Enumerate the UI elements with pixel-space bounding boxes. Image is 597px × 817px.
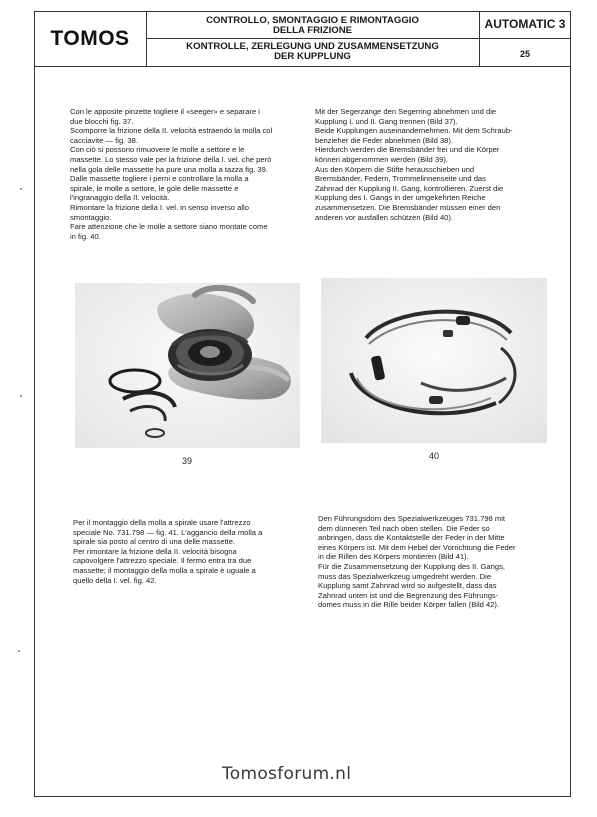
title-italian: [146, 16, 479, 36]
scan-speck: [20, 188, 22, 190]
text-line: anderen vor ausfallen schützen (Bild 40).: [315, 212, 454, 222]
section2-italian-text: [73, 518, 305, 585]
text-line: in fig. 40.: [70, 231, 101, 241]
text-line: Per rimontare la frizione della II. velocità bisogna: [73, 546, 237, 556]
section1-german-text: [315, 107, 547, 222]
text-line: Kupplung samt Zahnrad wird so aufgestellt, dass das: [318, 581, 497, 591]
text-line: muss das Spezialwerkzeug umgedreht werden. Die: [318, 571, 492, 581]
model-cell: [479, 11, 571, 66]
text-line: anbringen, dass die Kontaktstelle der Feder in der Mitte: [318, 533, 505, 543]
text-line: massette. Lo stesso vale per la frizione della I. vel. che però: [70, 154, 272, 164]
text-line: quello della I. vel. fig. 42.: [73, 575, 157, 585]
text-line: spirale sia posto al centro di una delle massette.: [73, 537, 236, 547]
title-german-line-2: DER KUPPLUNG: [274, 51, 351, 62]
text-line: Kupplung des I. Gangs in der umgekehrten Reiche: [315, 193, 486, 203]
figure-39-caption: 39: [181, 456, 192, 466]
text-line: zusammensetzen. Die Bremsbänder müssen einer den: [315, 202, 501, 212]
title-italian-line-1: CONTROLLO, SMONTAGGIO E RIMONTAGGIO: [206, 15, 419, 26]
text-line: Für die Zusammensetzung der Kupplung des II. Gangs,: [318, 561, 505, 571]
text-line: l'ingranaggio della II. velocità.: [70, 193, 170, 203]
text-line: spirale, le molle a settore, le gole delle massette e: [70, 183, 239, 193]
figure-40-caption: 40: [428, 451, 439, 461]
scan-speck: [20, 395, 22, 397]
text-line: Con le apposite pinzette togliere il «seeger» e separare i: [70, 107, 260, 116]
text-line: Den Führungsdorn des Spezialwerkzeuges 731.798 mit: [318, 514, 505, 523]
section2-german-text: [318, 514, 550, 610]
text-line: können abgenommen werden (Bild 39).: [315, 154, 448, 164]
text-line: Per il montaggio della molla a spirale usare l'attrezzo: [73, 518, 251, 527]
section1-italian-text: [70, 107, 303, 241]
title-german: [146, 42, 479, 62]
logo-cell: [34, 11, 147, 66]
text-line: dem dünneren Teil nach oben stellen. Die Feder so: [318, 523, 490, 533]
text-line: capovolgere l'attrezzo speciale. Il fermo entra tra due: [73, 556, 252, 566]
text-line: Bremsbänder, Federn, Trommelinnenseite und das: [315, 174, 486, 184]
scan-speck: [18, 650, 20, 652]
text-line: massette; il montaggio della molla a spirale è uguale a: [73, 565, 256, 575]
tomos-logo: TOMOS: [50, 26, 130, 50]
text-line: Dalle massette togliere i perni e controllare la molla a: [70, 174, 249, 184]
text-line: Fare attenzione che le molle a settore siano montate come: [70, 222, 268, 232]
title-german-line-1: KONTROLLE, ZERLEGUNG UND ZUSAMMENSETZUNG: [186, 41, 439, 52]
text-line: Zahnrad unten ist und die Begrenzung des Führungs-: [318, 590, 499, 600]
title-divider: [146, 38, 479, 39]
text-line: Con ciò si possono rimuovere le molle a settore e le: [70, 145, 245, 155]
model-divider: [479, 38, 571, 39]
text-line: Mit der Segerzange den Segerring abnehmen und die: [315, 107, 497, 116]
title-italian-line-2: DELLA FRIZIONE: [272, 25, 353, 36]
text-line: smontaggio.: [70, 212, 112, 222]
figure-39-photo: [75, 283, 300, 448]
page-number: 25: [519, 49, 530, 59]
text-line: Scomporre la frizione della II. velocità estraendo la molla col: [70, 126, 273, 136]
text-line: Hierdurch werden die Bremsbänder frei und die Körper: [315, 145, 500, 155]
text-line: nella gola delle massette ha pure una molla a tazza fig. 39.: [70, 164, 268, 174]
text-line: Aus den Körpern die Stifte herausschieben und: [315, 164, 475, 174]
watermark-text: Tomosforum.nl: [222, 764, 352, 784]
text-line: cacciavite — fig. 38.: [70, 135, 138, 145]
figure-40-photo: [321, 278, 547, 443]
text-line: speciale No. 731.798 — fig. 41. L'aggancio della molla a: [73, 527, 263, 537]
title-cell: [146, 11, 480, 66]
page-header: [34, 11, 571, 67]
text-line: eines Körpers ist. Mit dem Hebel der Vorrichtung die Feder: [318, 542, 516, 552]
text-line: Kupplung I. und II. Gang trennen (Bild 37).: [315, 116, 458, 126]
text-line: Rimontare la frizione della I. vel. in senso inverso allo: [70, 202, 249, 212]
model-name: AUTOMATIC 3: [484, 17, 566, 31]
text-line: due blocchi fig. 37.: [70, 116, 134, 126]
text-line: in die Rillen des Körpers montieren (Bild 41).: [318, 552, 469, 562]
text-line: benzieher die Feder abnehmen (Bild 38).: [315, 135, 454, 145]
text-line: Zahnrad der Kupplung II. Gang, kontrollieren. Zuerst die: [315, 183, 504, 193]
text-line: Beide Kupplungen auseinandernehmen. Mit dem Schraub-: [315, 126, 513, 136]
text-line: domes muss in die Rille beider Körper fallen (Bild 42).: [318, 600, 500, 610]
